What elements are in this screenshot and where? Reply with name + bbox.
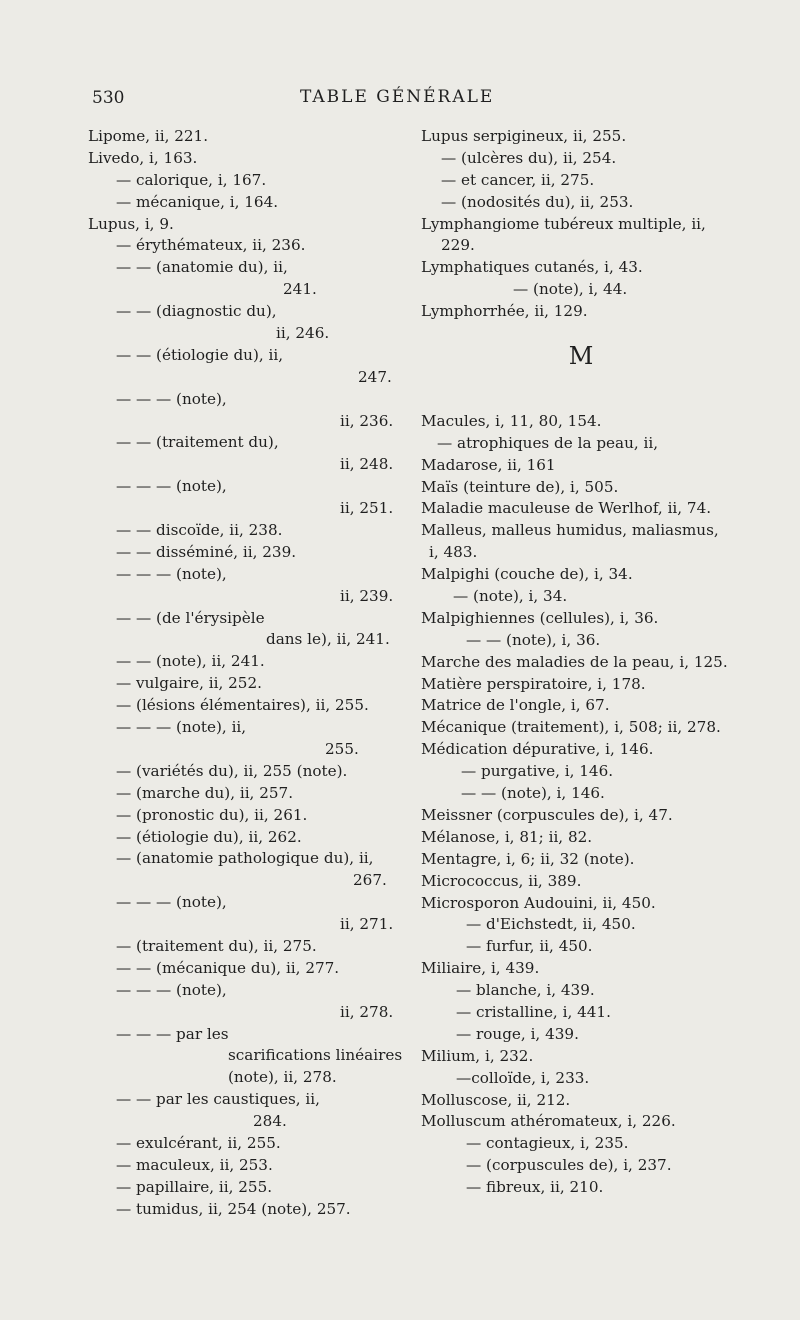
index-entry: ii, 239. [340, 586, 394, 605]
index-entry: — — — (note), [116, 564, 227, 583]
index-entry: Malleus, malleus humidus, maliasmus, [421, 521, 719, 540]
index-entry: —colloïde, i, 233. [456, 1068, 590, 1087]
index-entry: — — (étiologie du), ii, [116, 345, 284, 364]
index-entry: — (note), i, 34. [453, 587, 568, 606]
index-entry: — maculeux, ii, 253. [116, 1155, 273, 1174]
index-right-column [421, 126, 741, 1199]
index-entry: — — (traitement du), [116, 433, 279, 452]
index-entry: ii, 278. [340, 1002, 394, 1021]
index-entry: — — (note), i, 36. [466, 630, 601, 649]
index-entry: Marche des maladies de la peau, i, 125. [421, 652, 728, 671]
index-entry: — tumidus, ii, 254 (note), 257. [116, 1199, 351, 1218]
index-entry: Lymphangiome tubéreux multiple, ii, [421, 214, 706, 233]
index-entry: — — (mécanique du), ii, 277. [116, 958, 340, 977]
index-entry: — — — (note), [116, 893, 227, 912]
index-entry: ii, 251. [340, 499, 394, 518]
index-entry: — (variétés du), ii, 255 (note). [116, 761, 348, 780]
index-entry: — calorique, i, 167. [116, 170, 267, 189]
index-entry: Milium, i, 232. [421, 1046, 534, 1065]
index-entry: Lupus serpigineux, ii, 255. [421, 127, 627, 145]
index-entry: scarifications linéaires [228, 1046, 403, 1065]
index-entry: ii, 246. [276, 324, 330, 343]
index-entry: Miliaire, i, 439. [421, 959, 540, 978]
index-entry: (note), ii, 278. [228, 1068, 337, 1087]
index-entry: — (marche du), ii, 257. [116, 783, 294, 802]
index-entry: Meissner (corpuscules de), i, 47. [421, 805, 673, 824]
index-entry: — (note), i, 44. [513, 280, 628, 299]
index-entry: — (anatomie pathologique du), ii, [116, 849, 374, 868]
index-entry: — atrophiques de la peau, ii, [437, 433, 659, 452]
index-entry: 247. [358, 367, 392, 386]
index-entry: Macules, i, 11, 80, 154. [421, 411, 602, 430]
index-entry: Lipome, ii, 221. [88, 127, 209, 145]
index-left-column [88, 126, 403, 1221]
index-entry: — purgative, i, 146. [461, 762, 614, 781]
index-entry: Mélanose, i, 81; ii, 82. [421, 827, 593, 846]
index-entry: Mécanique (traitement), i, 508; ii, 278. [421, 718, 721, 737]
index-entry: — papillaire, ii, 255. [116, 1177, 273, 1196]
index-entry: Microsporon Audouini, ii, 450. [421, 893, 656, 912]
index-entry: — — (anatomie du), ii, [116, 258, 288, 277]
index-entry: — (lésions élémentaires), ii, 255. [116, 696, 369, 715]
index-entry: — d'Eichstedt, ii, 450. [466, 915, 636, 934]
index-entry: — — — (note), [116, 980, 227, 999]
index-entry: — blanche, i, 439. [456, 981, 595, 1000]
index-entry: 267. [353, 871, 387, 890]
index-entry: — mécanique, i, 164. [116, 192, 279, 211]
index-entry: — cristalline, i, 441. [456, 1002, 611, 1021]
index-entry: — contagieux, i, 235. [466, 1134, 629, 1153]
index-entry: Maïs (teinture de), i, 505. [421, 477, 619, 496]
index-entry: 284. [253, 1112, 287, 1131]
index-entry: — (ulcères du), ii, 254. [441, 148, 617, 167]
index-entry: 241. [283, 280, 317, 299]
index-entry: Médication dépurative, i, 146. [421, 740, 654, 759]
index-entry: — — (de l'érysipèle [116, 608, 265, 627]
index-entry: Lymphorrhée, ii, 129. [421, 302, 588, 321]
index-entry: — — — (note), [116, 477, 227, 496]
index-entry: — — (note), i, 146. [461, 784, 605, 803]
index-entry: Molluscose, ii, 212. [421, 1090, 571, 1109]
index-entry: — — par les caustiques, ii, [116, 1090, 320, 1109]
index-entry: — — (diagnostic du), [116, 302, 277, 321]
index-entry: — vulgaire, ii, 252. [116, 674, 262, 693]
index-entry: — (nodosités du), ii, 253. [441, 192, 634, 211]
section-letter-heading: M [568, 342, 594, 371]
index-entry: Lupus, i, 9. [88, 214, 174, 233]
index-entry: — — — (note), [116, 389, 227, 408]
index-entry: ii, 271. [340, 915, 394, 934]
index-entry: — érythémateux, ii, 236. [116, 236, 306, 255]
index-entry: — exulcérant, ii, 255. [116, 1133, 281, 1152]
index-entry: Livedo, i, 163. [88, 148, 198, 167]
index-entry: — rouge, i, 439. [456, 1024, 579, 1043]
index-entry: — — — (note), ii, [116, 718, 247, 737]
index-entry: Maladie maculeuse de Werlhof, ii, 74. [421, 499, 712, 518]
index-entry: — et cancer, ii, 275. [441, 170, 595, 189]
index-entry: — (pronostic du), ii, 261. [116, 805, 308, 824]
index-entry: Mentagre, i, 6; ii, 32 (note). [421, 849, 635, 868]
page-number: 530 [92, 88, 125, 108]
index-entry: 229. [441, 236, 475, 255]
index-entry: Malpighi (couche de), i, 34. [421, 565, 633, 584]
index-entry: — fibreux, ii, 210. [466, 1178, 604, 1197]
index-entry: Matière perspiratoire, i, 178. [421, 674, 646, 693]
index-entry: Madarose, ii, 161 [421, 455, 556, 474]
index-entry: — (étiologie du), ii, 262. [116, 827, 302, 846]
index-entry: ii, 236. [340, 411, 394, 430]
index-entry: — furfur, ii, 450. [466, 937, 593, 956]
index-entry: Matrice de l'ongle, i, 67. [421, 696, 610, 715]
index-entry: dans le), ii, 241. [266, 630, 390, 649]
running-title: TABLE GÉNÉRALE [300, 87, 495, 107]
index-entry: i, 483. [429, 543, 478, 562]
index-entry: Molluscum athéromateux, i, 226. [421, 1112, 676, 1131]
index-entry: Micrococcus, ii, 389. [421, 871, 582, 890]
index-entry: — — — par les [116, 1024, 229, 1043]
index-entry: — — disséminé, ii, 239. [116, 542, 297, 561]
index-entry: Malpighiennes (cellules), i, 36. [421, 608, 659, 627]
index-entry: — — (note), ii, 241. [116, 652, 265, 671]
index-entry: Lymphatiques cutanés, i, 43. [421, 258, 643, 277]
index-entry: — (corpuscules de), i, 237. [466, 1156, 672, 1175]
index-entry: 255. [325, 739, 359, 758]
index-entry: ii, 248. [340, 455, 394, 474]
index-entry: — (traitement du), ii, 275. [116, 936, 317, 955]
index-entry: — — discoïde, ii, 238. [116, 521, 283, 540]
spacer [421, 389, 741, 411]
